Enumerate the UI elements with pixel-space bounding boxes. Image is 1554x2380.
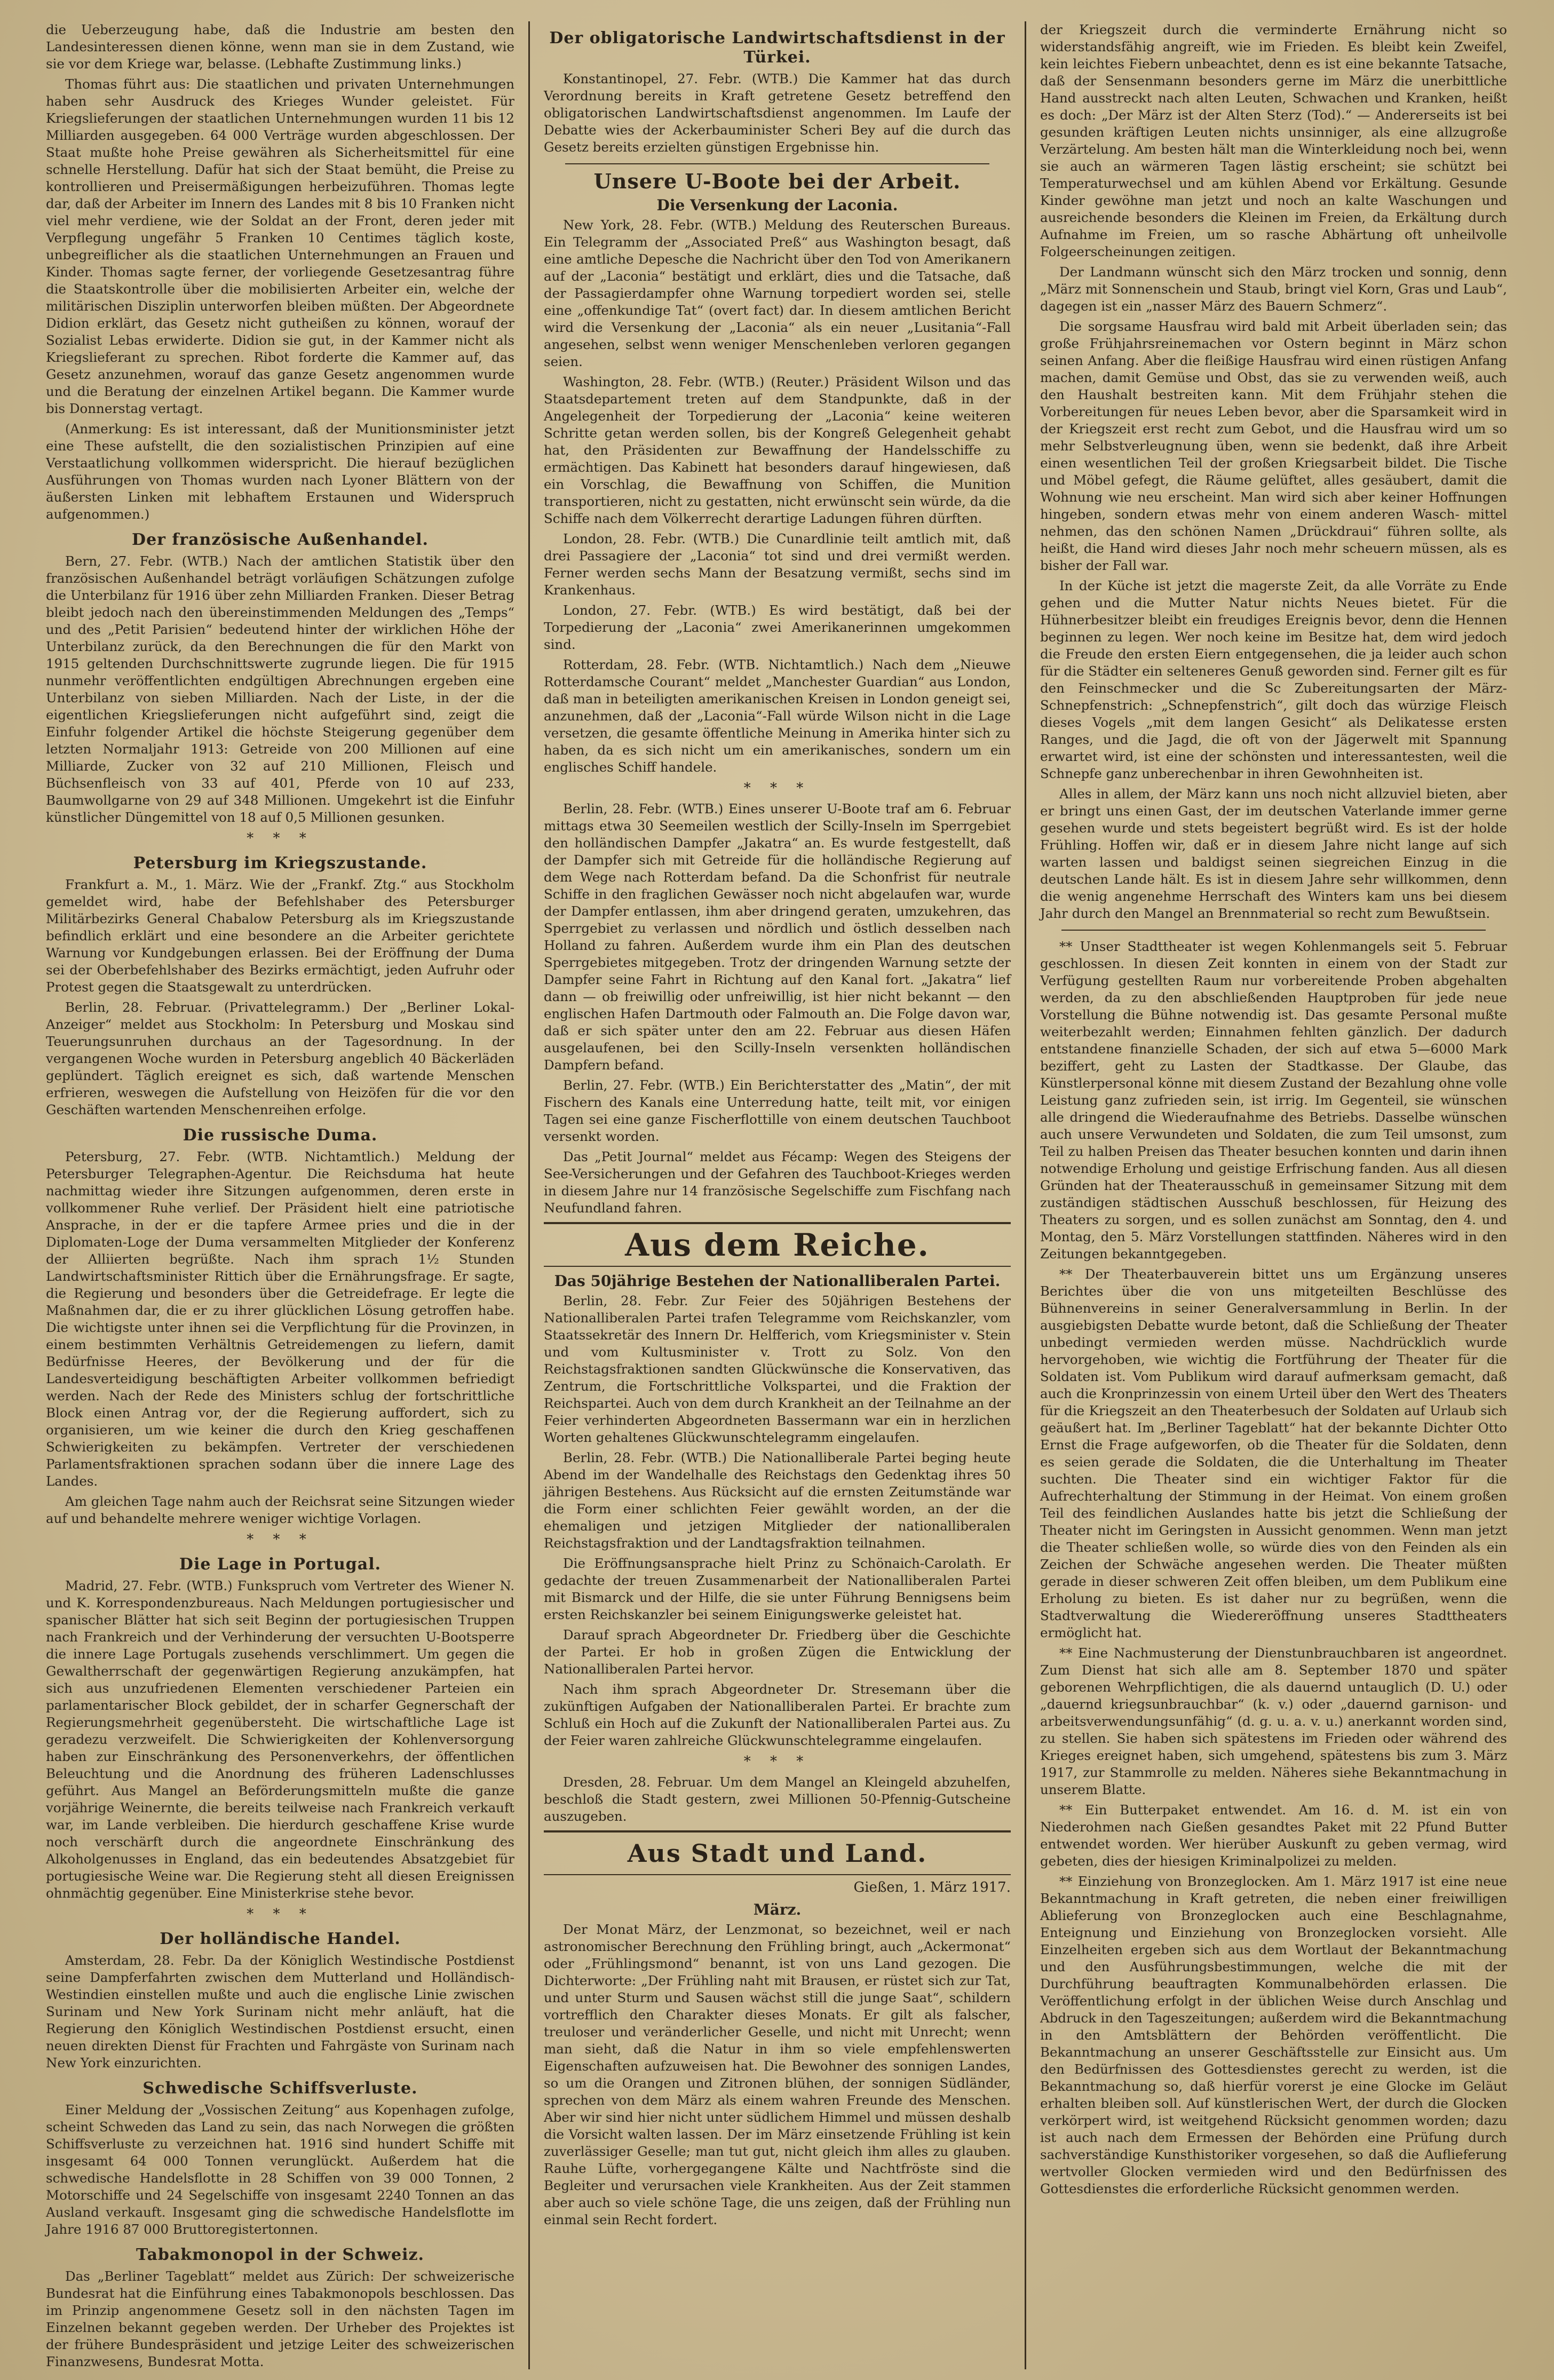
article-text: Rotterdam, 28. Febr. (WTB. Nichtamtlich.) Nach dem „Nieuwe Rotterdamsche Courant“ meldet „Manchester Guardian“ aus London, daß man in beteiligten amerikanischen Kreisen in London geneigt sei, anzunehmen, daß der „Laconia“-Fall würde Wilson nicht in die Lage versetzen, die gesamte öffentliche Meinung in Amerika hinter sich zu haben, da es sich nicht um ein amerikanisches, sondern um ein englisches Schiff handele.: [544, 657, 1011, 775]
subheadline-maerz: März.: [753, 1901, 802, 1918]
divider: [565, 163, 989, 164]
news-item-theater: ** Unser Stadttheater ist wegen Kohlenmangels seit 5. Februar geschlossen. In diesen Zeit konnten in einem von der Stadt zur Verfügung gestellten Raum nur vorbereitende Proben abgehalten werden, da zu den abschließenden Hauptproben für jede neue Vorstellung die Bühne notwendig ist. Das gesamte Personal mußte weiterbezahlt werden; Einnahmen fehlten gänzlich. Der dadurch entstandene finanzielle Schaden, der sich auf etwa 5—6000 Mark beziffert, geht zu Lasten der Stadtkasse. Der Glaube, das Künstlerpersonal könne mit diesem Zustand der Bezahlung ohne volle Leistung ganz zufrieden sein, ist irrig. Im Gegenteil, sie wünschen alle dringend die Wiederaufnahme des Betriebs. Dasselbe wünschen auch unsere Verwundeten und Soldaten, die zum Teil umsonst, zum Teil zu halben Preisen das Theater besuchen konnten und darin ihnen notwendige Erholung und geistige Erfrischung fanden. Aus all diesen Gründen hat der Theaterausschuß in gemeinsamer Sitzung mit dem zuständigen städtischen Ausschuß beschlossen, für Heizung des Theaters zu sorgen, und es sollen zunächst am Sonntag, den 4. und Montag, den 5. März Vorstellungen stattfinden. Näheres wird in den Zeitungen bekanntgegeben.: [1040, 939, 1507, 1262]
section-title-local: Aus Stadt und Land.: [544, 1830, 1011, 1875]
column-3: [1025, 21, 1521, 2369]
article-text: Berlin, 28. Februar. (Privattelegramm.) Der „Berliner Lokal-Anzeiger“ meldet aus Stockholm: In Petersburg und Moskau sind Teuerungsunruhen durchaus an der Tagesordnung. In der vergangenen Woche wurden in Petersburg angeblich 40 Bäckerläden geplündert. Täglich ereignet es sich, daß wartende Menschen erfrieren, weswegen die Aufstellung von Heizöfen für die vor den Geschäften wartenden Menschenreihen erfolge.: [46, 999, 514, 1117]
headline-tobacco-monopoly: Tabakmonopol in der Schweiz.: [136, 2246, 424, 2264]
article-text: der Kriegszeit durch die verminderte Ernährung nicht so widerstandsfähig angreift, wie im Frieden. Es bleibt kein Zweifel, kein leichtes Fiebern unbeachtet, denn es ist eine bekannte Tatsache, daß der Sensenmann besonders gerne im März die unerbittliche Hand ausstreckt nach alten Leuten, Schwachen und Kranken, heißt es doch: „Der März ist der Alten Sterz (Tod).“ — Andererseits ist bei gesunden kräftigen Leuten nichts unsinniger, als eine allzugroße Verzärtelung. Am besten hält man die Winterkleidung noch bei, wenn sie auch an wärmeren Tagen lästig erscheint; sie schützt bei Temperaturwechsel und am kühlen Abend vor Erkältung. Gesunde Kinder gewöhne man jetzt und noch an kalte Waschungen und ausreichende besonders die Kleinen im Freien, da Erkältung durch Aufnahme im Freien, um so rasche Abhärtung oft unheilvolle Folgeerscheinungen zeitigen.: [1040, 22, 1507, 259]
separator-stars: * * *: [247, 1532, 314, 1548]
columns: [32, 21, 1522, 2369]
article-text: London, 28. Febr. (WTB.) Die Cunardlinie teilt amtlich mit, daß drei Passagiere der „Laconia“ tot sind und drei vermißt werden. Ferner werden sechs Mann der Besatzung vermißt, sechs sind im Krankenhaus.: [544, 531, 1011, 598]
column-2: [528, 21, 1025, 2369]
section-title-reich: Aus dem Reiche.: [544, 1222, 1011, 1267]
news-item-bells: ** Einziehung von Bronzeglocken. Am 1. März 1917 ist eine neue Bekanntmachung in Kraft getreten, die neben einer freiwilligen Ablieferung von Bronzeglocken auch eine Beschlagnahme, Enteignung und Einziehung von Bronzeglocken vorsieht. Alle Einzelheiten ergeben sich aus dem Wortlaut der Bekanntmachung und den Ausführungsbestimmungen, welche die mit der Durchführung beauftragten Kommunalbehörden erlassen. Die Veröffentlichung erfolgt in der üblichen Weise durch Anschlag und Abdruck in den Tageszeitungen; außerdem wird die Bekanntmachung in den Amtsblättern der Behörden veröffentlicht. Die Bekanntmachung an unserer Geschäftsstelle zur Einsicht aus. Um den Bedürfnissen des Gottesdienstes gerecht zu werden, ist die Bekanntmachung so, daß hierfür vorerst je eine Glocke im Geläut erhalten bleiben soll. Auf künstlerischen Wert, der durch die Glocken verkörpert wird, ist weitgehend Rücksicht genommen worden; dazu ist auch nach dem Ermessen der Behörden eine Prüfung durch sachverständige Kunsthistoriker vorgesehen, so daß die Auflieferung wertvoller Glocken vermieden wird und den Bedürfnissen des Gottesdienstes die erforderliche Rücksicht genommen werden.: [1040, 1874, 1507, 2196]
article-text: In der Küche ist jetzt die magerste Zeit, da alle Vorräte zu Ende gehen und die Mutter Natur nichts Neues bietet. Für die Hühnerbesitzer bleibt ein freudiges Ereignis bevor, denn die Hennen beginnen zu legen. Wer noch keine im Besitze hat, dem wird jedoch die Freude den ersten Eiern entgegensehen, die ja leider auch schon für die Städter ein selteneres Genuß geworden sind. Ferner gilt es für den Feinschmecker und die Sc Zubereitungsarten der März-Schnepfenstrich: „Schnepfenstrich“, gilt doch das würzige Fleisch dieses Vogels „mit dem langen Gesicht“ als Delikatesse ersten Ranges, und die Jagd, die oft von der Jägerwelt mit Spannung erwartet wird, ist eine der schönsten und interessantesten, weil die Schnepfe ganz unberechenbar in ihren Gewohnheiten ist.: [1040, 578, 1507, 781]
article-text: Die sorgsame Hausfrau wird bald mit Arbeit überladen sein; das große Frühjahrsreinemachen vor Ostern beginnt in März schon seinen Anfang. Aber die fleißige Hausfrau wird einen rüstigen Anfang machen, damit Gemüse und Obst, das sie zu verwenden weiß, auch den Haushalt bestreiten kann. Mit dem Frühjahr stehen die Vorbereitungen für neues Leben bevor, aber die Sparsamkeit wird in der Kriegszeit erst recht zum Gebot, und die Hausfrau wird um so mehr Selbstverleugnung üben, wenn sie bedenkt, daß ihre Arbeit einen wesentlichen Teil der großen Kriegsarbeit bildet. Die Tische und Möbel gefegt, die Räume gelüftet, alles gesäubert, damit die Wohnung wie neu erscheint. Man wird sich aber keiner Hoffnungen hingeben, sondern etwas mehr von einem anderen Wasch- mittel nehmen, das den schönen Namen „Drückdraui“ führen sollte, als heißt, die Hand wird dieses Jahr noch mehr scheuern müssen, als es bisher der Fall war.: [1040, 319, 1507, 573]
separator-stars: * * *: [743, 780, 811, 796]
article-text: Der Landmann wünscht sich den März trocken und sonnig, denn „März mit Sonnenschein und Staub, bringt viel Korn, Gras und Laub“, dagegen ist ein „nasser März des Bauern Schmerz“.: [1040, 264, 1507, 314]
headline-petersburg: Petersburg im Kriegszustande.: [133, 854, 427, 872]
dateline: Gießen, 1. März 1917.: [853, 1879, 1011, 1895]
article-text: Berlin, 28. Febr. (WTB.) Eines unserer U-Boote traf am 6. Februar mittags etwa 30 Seemeilen westlich der Scilly-Inseln im Sperrgebiet den holländischen Dampfer „Jakatra“ an. Es wurde festgestellt, daß der Dampfer sich mit Getreide für die holländische Regierung auf dem Wege nach Rotterdam befand. Da die Schonfrist für neutrale Schiffe in den fraglichen Gewässer noch nicht abgelaufen war, wurde der Dampfer entlassen, ihm aber dringend geraten, umzukehren, das Sperrgebiet zu verlassen und nördlich und östlich desselben nach Holland zu fahren. Außerdem wurde ihm ein Plan des deutschen Sperrgebietes mitgegeben. Trotz der dringenden Warnung setzte der Dampfer seine Fahrt in Richtung auf den Kanal fort. „Jakatra“ lief dann — ob freiwillig oder unfreiwillig, ist hier nicht bekannt — den englischen Hafen Dartmouth oder Falmouth an. Die Folge davon war, daß er sich später unter den am 22. Februar aus diesen Häfen ausgelaufenen, bei den Scilly-Inseln versenkten holländischen Dampfern befand.: [544, 801, 1011, 1073]
column-1: [32, 21, 528, 2369]
separator-stars: * * *: [247, 830, 314, 846]
article-text: Alles in allem, der März kann uns noch nicht allzuviel bieten, aber er bringt uns einen Gast, der im deutschen Vaterlande immer gerne gesehen wurde und stets begeistert begrüßt wird. Es ist der holde Frühling. Hoffen wir, daß er in diesem Jahre nicht lange auf sich warten lassen und baldigst seinen siegreichen Einzug in die deutschen Lande hält. Es ist in diesem Jahre sehr willkommen, denn die wenig angenehme Herrschaft des Winters kam uns bei diesem Jahr durch den Mangel an Brennmaterial so recht zum Bewußtsein.: [1040, 786, 1507, 921]
article-text: Das „Petit Journal“ meldet aus Fécamp: Wegen des Steigens der See-Versicherungen und der Gefahren des Tauchboot-Krieges werden in diesem Jahre nur 14 französische Segelschiffe zum Fischfang nach Neufundland fahren.: [544, 1149, 1011, 1216]
article-text: London, 27. Febr. (WTB.) Es wird bestätigt, daß bei der Torpedierung der „Laconia“ zwei Amerikanerinnen umgekommen sind.: [544, 602, 1011, 652]
article-text: Dresden, 28. Februar. Um dem Mangel an Kleingeld abzuhelfen, beschloß die Stadt gestern, zwei Millionen 50-Pfennig-Gutscheine auszugeben.: [544, 1774, 1011, 1824]
headline-duma: Die russische Duma.: [183, 1126, 378, 1145]
article-text: Der Monat März, der Lenzmonat, so bezeichnet, weil er nach astronomischer Berechnung den Frühling bringt, auch „Ackermonat“ oder „Frühlingsmond“ benannt, ist von uns Land gezogen. Die Dichterworte: „Der Frühling naht mit Brausen, er rüstet sich zur Tat, und unter Sturm und Sausen wächst still die junge Saat“, schildern vortrefflich den Charakter dieses Monats. Er gilt als falscher, treuloser und veränderlicher Geselle, und nicht mit Unrecht; wenn man sieht, daß die Natur in ihm so viele empfehlenswerten Eigenschaften aufzuweisen hat. Die Bewohner des sonnigen Landes, so um die Orangen und Zitronen blühen, der sonnigen Südländer, sprechen von dem März als einem wahren Freunde des Menschen. Aber wir sind hier nicht unter südlichem Himmel und müssen deshalb die Vorsicht walten lassen. Der im März einsetzende Frühling ist kein zuverlässiger Geselle; man tut gut, nicht gleich ihm alles zu glauben. Rauhe Lüfte, vorhergegangene Kälte und Nachtfröste sind die Begleiter und verursachen viele Krankheiten. Aus der Zeit stammen aber auch so viele schöne Tage, die uns zeigen, daß der Frühling nun einmal sein Recht fordert.: [544, 1922, 1011, 2227]
headline-french-trade: Der französische Außenhandel.: [132, 530, 429, 549]
article-text: Petersburg, 27. Febr. (WTB. Nichtamtlich.) Meldung der Petersburger Telegraphen-Agentur. Die Reichsduma hat heute nachmittag wieder ihre Sitzungen aufgenommen, deren erste in vollkommener Ruhe verlief. Der Präsident hielt eine patriotische Ansprache, in der er die tapfere Armee pries und die in der Diplomaten-Loge der Duma versammelten Mitglieder der Konferenz der Alliierten begrüßte. Nach ihm sprach 1½ Stunden Landwirtschaftsminister Rittich über die Ernährungsfrage. Er sagte, die Regierung und besonders über die Getreidefrage. Er legte die Maßnahmen dar, die er zu ihrer glücklichen Lösung getroffen habe. Die wichtigste unter ihnen sei die Verpflichtung für die Provinzen, in einem bestimmten Verhältnis Getreidemengen zu liefern, damit Bedürfnisse Heeres, der Bevölkerung und der für die Landesverteidigung beschäftigten Arbeiter vollkommen befriedigt werden. Nach der Rede des Ministers schlug der fortschrittliche Block einen Antrag vor, der die Regierung auffordert, sich zu organisieren, um wie keiner die durch den Krieg geschaffenen Schwierigkeiten zu bekämpfen. Vertreter der verschiedenen Parlamentsfraktionen sprachen sodann über die innere Lage des Landes.: [46, 1149, 514, 1489]
article-text: Konstantinopel, 27. Febr. (WTB.) Die Kammer hat das durch Verordnung bereits in Kraft getretene Gesetz betreffend den obligatorischen Landwirtschaftsdienst angenommen. Im Laufe der Debatte wies der Ackerbauminister Scheri Bey auf die durch das Gesetz bereits erzielten günstigen Ergebnisse hin.: [544, 71, 1011, 155]
subheadline-laconia: Die Versenkung der Laconia.: [656, 196, 898, 214]
headline-uboats: Unsere U-Boote bei der Arbeit.: [593, 169, 961, 193]
article-text: Bern, 27. Febr. (WTB.) Nach der amtlichen Statistik über den französischen Außenhandel beträgt vorläufigen Schätzungen zufolge die Unterbilanz für 1916 über zehn Milliarden Franken. Dieser Betrag bleibt jedoch nach den übereinstimmenden Meldungen des „Temps“ und des „Petit Parisien“ bedeutend hinter der wirklichen Höhe der Unterbilanz zurück, da den Berechnungen die für den Markt von 1915 geltenden Durchschnittswerte zugrunde liegen. Die für 1915 nunmehr veröffentlichten endgültigen Abrechnungen ergeben eine Unterbilanz von sieben Milliarden. Nach der Liste, in der die eigentlichen Kriegslieferungen nicht aufgeführt sind, zeigt die Einfuhr folgender Artikel die höchste Steigerung gegenüber dem letzten Normaljahr 1913: Getreide von 200 Millionen auf eine Milliarde, Zucker von 32 auf 210 Millionen, Fleisch und Büchsenfleisch von 33 auf 401, Pferde von 10 auf 233, Baumwollgarne von 29 auf 348 Millionen. Umgekehrt ist die Einfuhr künstlicher Düngemittel von 18 auf 0,5 Millionen gesunken.: [46, 553, 514, 825]
subheadline-national-liberal: Das 50jährige Bestehen der Nationalliberalen Partei.: [554, 1272, 1001, 1290]
article-text: Washington, 28. Febr. (WTB.) (Reuter.) Präsident Wilson und das Staatsdepartement treten auf dem Standpunkte, daß in der Angelegenheit der Torpedierung der „Laconia“ keine weiteren Schritte getan werden sollen, bis der Kongreß Gelegenheit gehabt hat, den Präsidenten zur Bewaffnung der Handelsschiffe zu ermächtigen. Das Kabinett hat besonders darauf hingewiesen, daß ein Vorschlag, die Bewaffnung von Schiffen, die Munition transportieren, nicht zu gestatten, nicht erwünscht sein würde, da die Schiffe nach dem Völkerrecht derartige Ladungen führen dürften.: [544, 374, 1011, 526]
article-text: Einer Meldung der „Vossischen Zeitung“ aus Kopenhagen zufolge, scheint Schweden das Land zu sein, das nach Norwegen die größten Schiffsverluste zu verzeichnen hat. 1916 sind hundert Schiffe mit insgesamt 64 000 Tonnen verunglückt. Außerdem hat die schwedische Handelsflotte in 28 Schiffen von 39 000 Tonnen, 2 Motorschiffe und 24 Segelschiffe von insgesamt 2240 Tonnen an das Ausland verkauft. Insgesamt ging die schwedische Handelsflotte im Jahre 1916 87 000 Bruttoregistertonnen.: [46, 2102, 514, 2237]
article-text: die Ueberzeugung habe, daß die Industrie am besten den Landesinteressen dienen könne, wenn man sie in dem Zustand, wie sie vor dem Kriege war, belasse. (Lebhafte Zustimmung links.): [46, 22, 514, 72]
article-text: Madrid, 27. Febr. (WTB.) Funkspruch vom Vertreter des Wiener N. und K. Korrespondenzbureaus. Nach Meldungen portugiesischer und spanischer Blätter hat sich seit Beginn der portugiesischen Truppen nach Frankreich und der Verhinderung der versuchten U-Bootsperre die innere Lage Portugals zusehends verschlimmert. Um gegen die Gewaltherrschaft der gegenwärtigen Regierung anzukämpfen, hat sich aus unzufriedenen Elementen verschiedener Parteien ein parlamentarischer Block gebildet, der in scharfer Gegnerschaft der Regierungsmehrheit gegenübersteht. Die wirtschaftliche Lage ist geradezu verzweifelt. Die Schwierigkeiten der Kohlenversorgung haben zur Einschränkung des Personenverkehrs, der öffentlichen Beleuchtung und die Anordnung des früheren Ladenschlusses geführt. Aus Mangel an Beförderungsmitteln mußte die ganze vorjährige Weinernte, die bereits teilweise nach Frankreich verkauft war, im Lande verbleiben. Die hierdurch geschaffene Krise wurde noch verschärft durch die angeordnete Einschränkung des Alkoholgenusses in England, das ein bedeutendes Absatzgebiet für portugiesische Weine war. Die Regierung steht all diesen Ereignissen ohnmächtig gegenüber. Eine Ministerkrise stehe bevor.: [46, 1578, 514, 1901]
article-text: (Anmerkung: Es ist interessant, daß der Munitionsminister jetzt eine These aufstellt, die den sozialistischen Prinzipien auf eine Verstaatlichung vollkommen widerspricht. Die hierauf bezüglichen Ausführungen von Thomas wurden nach Lyoner Blättern von der äußersten Linken mit lebhaftem Erstaunen und Widerspruch aufgenommen.): [46, 421, 514, 522]
separator-stars: * * *: [743, 1754, 811, 1770]
article-text: Amsterdam, 28. Febr. Da der Königlich Westindische Postdienst seine Dampferfahrten zwischen dem Mutterland und Holländisch-Westindien einstellen mußte und auch die englische Linie zwischen Surinam und New York Surinam nicht mehr anläuft, hat die Regierung den Königlich Westindischen Postdienst ersucht, einen neuen direkten Dienst für Frachten und Fahrgäste von Surinam nach New York einzurichten.: [46, 1953, 514, 2070]
article-text: Berlin, 28. Febr. (WTB.) Die Nationalliberale Partei beging heute Abend im der Wandelhalle des Reichstags den Gedenktag ihres 50 jährigen Bestehens. Aus Rücksicht auf die ernsten Zeitumstände war die Form einer schlichten Feier gewählt worden, an der die ehemaligen und jetzigen Mitglieder der nationalliberalen Reichstagsfraktion und der Landtagsfraktion teilnahmen.: [544, 1450, 1011, 1551]
divider: [1061, 930, 1486, 931]
news-item-butter: ** Ein Butterpaket entwendet. Am 16. d. M. ist ein von Niederohmen nach Gießen gesandtes Paket mit 22 Pfund Butter entwendet worden. Wer hierüber Auskunft zu geben vermag, wird gebeten, dies der hiesigen Kriminalpolizei zu melden.: [1040, 1802, 1507, 1869]
article-text: Das „Berliner Tageblatt“ meldet aus Zürich: Der schweizerische Bundesrat hat die Einführung eines Tabakmonopols beschlossen. Das im Prinzip angenommene Gesetz soll in den nächsten Tagen im Einzelnen bekannt gegeben werden. Der Urheber des Projektes ist der frühere Bundespräsident und jetzige Leiter des schweizerischen Finanzwesens, Bundesrat Motta.: [46, 2268, 514, 2369]
article-text: Darauf sprach Abgeordneter Dr. Friedberg über die Geschichte der Partei. Er hob in großen Zügen die Entwicklung der Nationalliberalen Partei hervor.: [544, 1627, 1011, 1677]
separator-stars: * * *: [247, 1906, 314, 1922]
article-text: Nach ihm sprach Abgeordneter Dr. Stresemann über die zukünftigen Aufgaben der Nationalliberalen Partei. Er brachte zum Schluß ein Hoch auf die Zukunft der Nationalliberalen Partei aus. Zu der Feier waren zahlreiche Glückwunschtelegramme eingelaufen.: [544, 1681, 1011, 1748]
headline-dutch-trade: Der holländische Handel.: [160, 1930, 401, 1948]
headline-swedish-ships: Schwedische Schiffsverluste.: [142, 2079, 418, 2098]
article-text: Am gleichen Tage nahm auch der Reichsrat seine Sitzungen wieder auf und behandelte mehrere weniger wichtige Vorlagen.: [46, 1494, 514, 1526]
headline-turkey: Der obligatorische Landwirtschaftsdienst in der Türkei.: [549, 29, 1005, 67]
article-text: Thomas führt aus: Die staatlichen und privaten Unternehmungen haben sehr Ausdruck des Krieges Wunder geleistet. Für Kriegslieferungen der staatlichen Unternehmungen wurden 11 bis 12 Milliarden ausgegeben. 64 000 Verträge wurden abgeschlossen. Der Staat mußte hohe Preise gewähren als Sicherheitsmittel für eine schnelle Herstellung. Dafür hat sich der Staat bemüht, die Preise zu kontrollieren und Preisermäßigungen herbeizuführen. Thomas legte dar, daß der Arbeiter im Innern des Landes mit 8 bis 10 Franken nicht viel mehr verdiene, wie der Soldat an der Front, deren jeder mit Verpflegung ungefähr 5 Franken 10 Centimes täglich koste, unbegreiflicher als die staatlichen Unternehmungen an Frauen und Kinder. Thomas sagte ferner, der vorliegende Gesetzesantrag führe die Staatskontrolle über die mobilisierten Arbeiter ein, welche der militärischen Disziplin unterworfen bleiben müßten. Der Abgeordnete Didion erklärt, das Gesetz nicht gutheißen zu können, worauf der Sozialist Lebas erwiderte. Didion sie gut, in der Kammer nicht als Kriegslieferant zu sprechen. Ribot forderte die Kammer auf, das Gesetz anzunehmen, worauf das ganze Gesetz angenommen wurde und die Beratung der einzelnen Artikel begann. Die Kammer wurde bis Donnerstag vertagt.: [46, 76, 514, 416]
article-text: Die Eröffnungsansprache hielt Prinz zu Schönaich-Carolath. Er gedachte der treuen Zusammenarbeit der Nationalliberalen Partei mit Bismarck und der Hilfe, die sie unter Führung Bennigsens beim ersten Reichskanzler bei seinem Einigungswerke geleistet hat.: [544, 1556, 1011, 1622]
headline-portugal: Die Lage in Portugal.: [179, 1555, 382, 1574]
article-text: Frankfurt a. M., 1. März. Wie der „Frankf. Ztg.“ aus Stockholm gemeldet wird, habe der Befehlshaber des Petersburger Militärbezirks General Chabalow Petersburg als im Kriegszustande befindlich erklärt und eine besondere an die Arbeiter gerichtete Warnung vor Kundgebungen erlassen. Bei der Eröffnung der Duma sei der Oberbefehlshaber des Bezirks ermächtigt, jeden Aufruhr oder Protest gegen die Staatsgewalt zu unterdrücken.: [46, 877, 514, 995]
article-text: Berlin, 28. Febr. Zur Feier des 50jährigen Bestehens der Nationalliberalen Partei trafen Telegramme vom Reichskanzler, vom Staatssekretär des Innern Dr. Helfferich, vom Kriegsminister v. Stein und vom Kultusminister v. Trott zu Solz. Von den Reichstagsfraktionen sandten Glückwünsche die Konservativen, das Zentrum, die Fortschrittliche Volkspartei, und die Fraktion der Reichspartei. Auch von dem durch Krankheit an der Teilnahme an der Feier verhinderten Abgeordneten Bassermann war ein in herzlichen Worten gehaltenes Glückwunschtelegramm eingelaufen.: [544, 1293, 1011, 1445]
news-item-theaterverein: ** Der Theaterbauverein bittet uns um Ergänzung unseres Berichtes über die von uns mitgeteilten Beschlüsse des Bühnenvereins in seiner Generalversammlung in Berlin. In der ausgiebigsten Debatte wurde betont, daß die Schließung der Theater unbedingt vermieden werden müsse. Nachdrücklich wurde hervorgehoben, wie wichtig die Fortführung der Theater für die Soldaten ist. Vom Publikum wird darauf aufmerksam gemacht, daß auch die Kronprinzessin von einem Urteil über den Wert des Theaters für die Kriegszeit an den Theaterbesuch der Soldaten auf Urlaub sich geäußert hat. Im „Berliner Tageblatt“ hat der bekannte Dichter Otto Ernst die Frage aufgeworfen, ob die Theater für die Soldaten, denn es seien gerade die Soldaten, die die Unterhaltung im Theater suchten. Die Theater sind ein wichtiger Faktor für die Aufrechterhaltung der Stimmung in der Heimat. Von einem großen Teil des feindlichen Auslandes hatte bis jetzt die Schließung der Theater nicht im Geringsten in Aussicht genommen. Wenn man jetzt die Theater schließen wolle, so würde dies von den Feinden als ein Zeichen der Schwäche angesehen werden. Die Theater müßten gerade in dieser schweren Zeit offen bleiben, um dem Publikum eine Erholung zu bieten. Es ist daher nur zu begrüßen, wenn die Stadtverwaltung die Wiedereröffnung unseres Stadttheaters ermöglicht hat.: [1040, 1266, 1507, 1640]
news-item-muster: ** Eine Nachmusterung der Dienstunbrauchbaren ist angeordnet. Zum Dienst hat sich alle am 8. September 1870 und später geborenen Wehrpflichtigen, die als dauernd untauglich (D. U.) oder „dauernd kriegsunbrauchbar“ (k. v.) oder „dauernd garnison- und arbeitsverwendungsunfähig“ (d. g. u. a. v. u.) anerkannt worden sind, zu stellen. Sie haben sich spätestens im Frieden oder während des Krieges ereignet haben, sich umgehend, spätestens bis zum 3. März 1917, zur Stammrolle zu melden. Näheres siehe Bekanntmachung in unserem Blatte.: [1040, 1645, 1507, 1797]
article-text: New York, 28. Febr. (WTB.) Meldung des Reuterschen Bureaus. Ein Telegramm der „Associated Preß“ aus Washington besagt, daß eine amtliche Depesche die Nachricht über den Tod von Amerikanern auf der „Laconia“ bestätigt und erklärt, dies und die Tatsache, daß der Passagierdampfer ohne Warnung torpediert worden sei, stelle eine „offenkundige Tat“ (overt fact) dar. In diesem amtlichen Bericht wird die Versenkung der „Laconia“ als ein neuer „Lusitania“-Fall angesehen, selbst wenn weniger Menschenleben verloren gegangen seien.: [544, 217, 1011, 369]
article-text: Berlin, 27. Febr. (WTB.) Ein Berichterstatter des „Matin“, der mit Fischern des Kanals eine Unterredung hatte, teilt mit, vor einigen Tagen sei eine ganze Fischerflottille von einem deutschen Tauchboot versenkt worden.: [544, 1077, 1011, 1144]
